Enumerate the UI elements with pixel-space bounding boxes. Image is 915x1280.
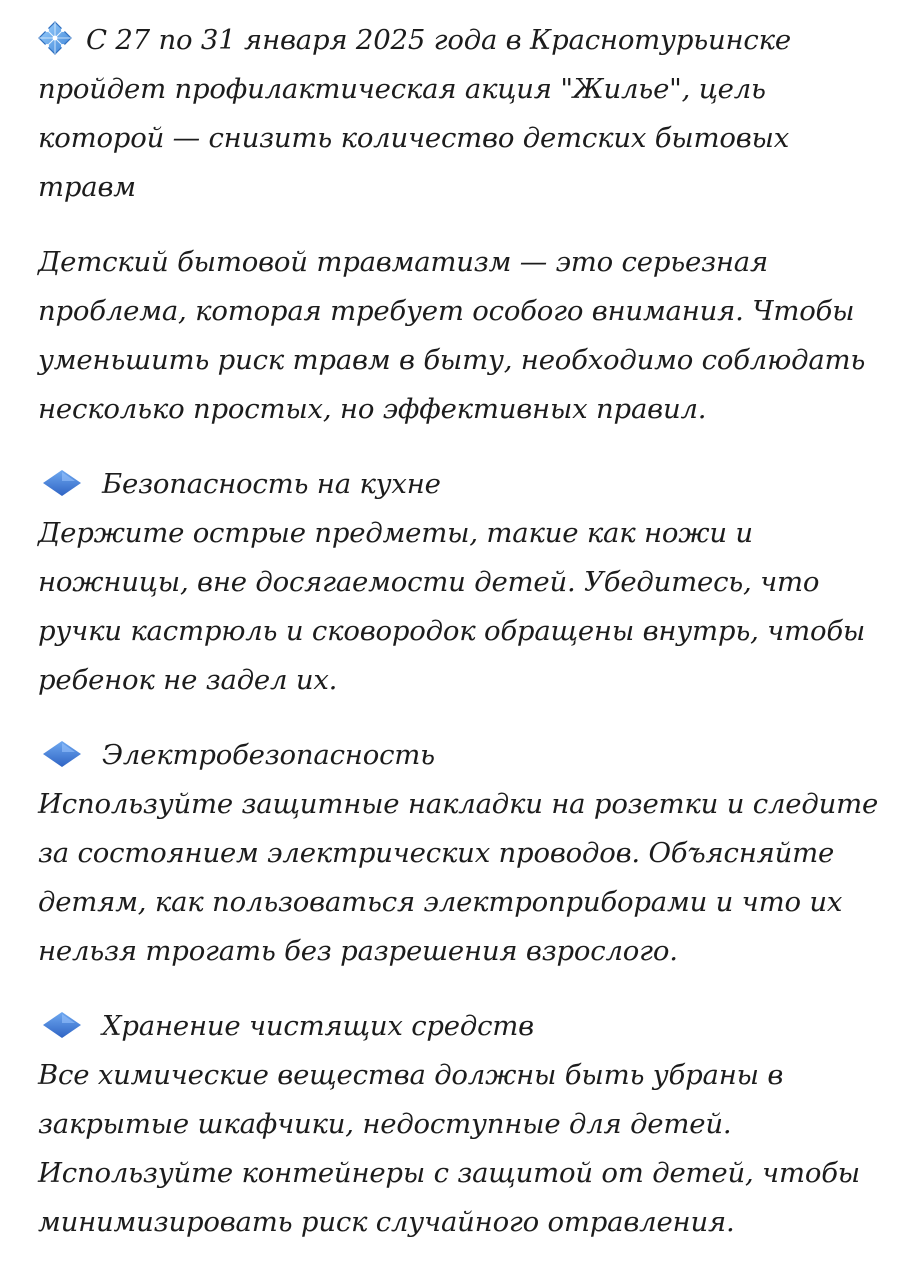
blue-diamond-icon bbox=[42, 469, 82, 497]
intro-text: С 27 по 31 января 2025 года в Краснотурьинске пройдет профилактическая акция "Жилье", цель которой — снизить количество детских бытовых травм bbox=[38, 24, 791, 203]
post-content bbox=[38, 16, 888, 1247]
section-heading-electric bbox=[38, 731, 888, 780]
section-title: Электробезопасность bbox=[102, 739, 435, 771]
intro-paragraph bbox=[38, 16, 888, 212]
blue-diamond-icon bbox=[42, 1011, 82, 1039]
network-diamond-icon bbox=[38, 21, 72, 55]
section-text-kitchen: Держите острые предметы, такие как ножи и ножницы, вне досягаемости детей. Убедитесь, что ручки кастрюль и сковородок обращены внутрь, чтобы ребенок не задел их. bbox=[38, 517, 866, 696]
section-title: Безопасность на кухне bbox=[102, 468, 441, 500]
section-text-chemicals: Все химические вещества должны быть убраны в закрытые шкафчики, недоступные для детей. Используйте контейнеры с защитой от детей, чтобы минимизировать риск случайного отравления. bbox=[38, 1059, 860, 1238]
section-title: Хранение чистящих средств bbox=[102, 1010, 534, 1042]
section-heading-kitchen bbox=[38, 460, 888, 509]
body-paragraph: Детский бытовой травматизм — это серьезная проблема, которая требует особого внимания. Чтобы уменьшить риск травм в быту, необходимо соблюдать несколько простых, но эффективных правил. bbox=[38, 246, 866, 425]
section-heading-chemicals bbox=[38, 1002, 888, 1051]
section-text-electric: Используйте защитные накладки на розетки и следите за состоянием электрических проводов. Объясняйте детям, как пользоваться электроприборами и что их нельзя трогать без разрешения взрослого. bbox=[38, 788, 879, 967]
blue-diamond-icon bbox=[42, 740, 82, 768]
